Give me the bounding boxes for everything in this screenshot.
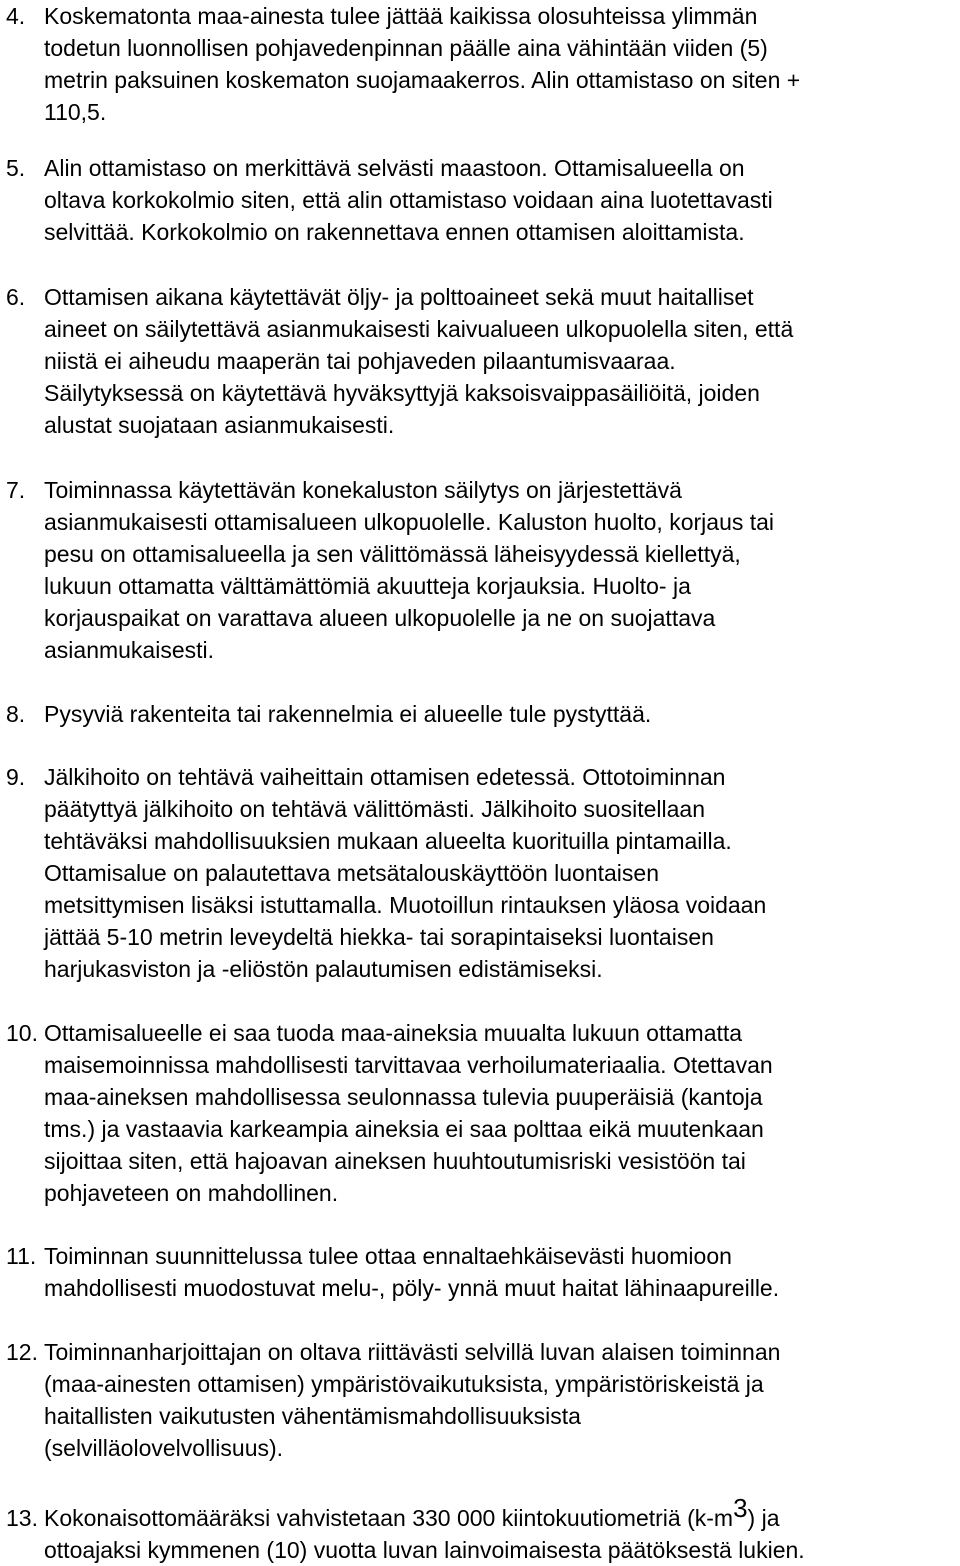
list-item-13 — [6, 1493, 956, 1566]
item-number: 10. — [6, 1020, 38, 1046]
item-text: Alin ottamistaso on merkittävä selvästi maastoon. Ottamisalueella on oltava korkokolmio siten, että alin ottamistaso voidaan aina luotettavasti selvittää. Korkokolmio on rakennettava ennen ottamisen aloittamista. — [44, 155, 773, 245]
list-item-10 — [6, 1017, 956, 1209]
list-item-9 — [6, 761, 956, 985]
item-number: 4. — [6, 3, 26, 29]
item-number: 12. — [6, 1339, 38, 1365]
item-number: 7. — [6, 477, 26, 503]
item-text-line1-end: ) ja — [747, 1505, 780, 1531]
list-item-7 — [6, 474, 956, 666]
list-item-4 — [6, 0, 956, 128]
superscript-three: 3 — [733, 1493, 748, 1523]
item-text: Jälkihoito on tehtävä vaiheittain ottamisen edetessä. Ottotoiminnan päätyttyä jälkihoito on tehtävä välittömästi. Jälkihoito suositellaan tehtäväksi mahdollisuuksien mukaan alueelta kuorituilla pintamailla. Ottamisalue on palautettava metsätalouskäyttöön luontaisen metsittymisen lisäksi istuttamalla. Muotoillun rintauksen yläosa voidaan jättää 5-10 metrin leveydeltä hiekka- tai sorapintaiseksi luontaisen harjukasviston ja -eliöstön palautumisen edistämiseksi. — [44, 764, 767, 982]
item-text — [44, 1493, 956, 1566]
item-text: Ottamisen aikana käytettävät öljy- ja polttoaineet sekä muut haitalliset aineet on säilytettävä asianmukaisesti kaivualueen ulkopuolella siten, että niistä ei aiheudu maaperän tai pohjaveden pilaantumisvaaraa. Säilytyksessä on käytettävä hyväksyttyjä kaksoisvaippasäiliöitä, joiden alustat suojataan asianmukaisesti. — [44, 284, 794, 438]
item-text: Ottamisalueelle ei saa tuoda maa-aineksia muualta lukuun ottamatta maisemoinnissa mahdollisesti tarvittavaa verhoilumateriaalia. Otettavan maa-aineksen mahdollisessa seulonnassa tulevia puuperäisiä (kantoja tms.) ja vastaavia karkeampia aineksia ei saa polttaa eikä muutenkaan sijoittaa siten, että hajoavan aineksen huuhtoutumisriski vesistöön tai pohjaveteen on mahdollinen. — [44, 1020, 773, 1206]
list-item-12 — [6, 1336, 956, 1464]
item-number: 13. — [6, 1505, 38, 1531]
item-text: Toiminnan suunnittelussa tulee ottaa ennaltaehkäisevästi huomioon mahdollisesti muodostuvat melu-, pöly- ynnä muut haitat lähinaapureille. — [44, 1243, 780, 1301]
list-item-11 — [6, 1240, 956, 1304]
list-item-5 — [6, 152, 956, 248]
item-text: Toiminnassa käytettävän konekaluston säilytys on järjestettävä asianmukaisesti ottamisalueen ulkopuolelle. Kaluston huolto, korjaus tai pesu on ottamisalueella ja sen välittömässä läheisyydessä kiellettyä, lukuun ottamatta välttämättömiä akuutteja korjauksia. Huolto- ja korjauspaikat on varattava alueen ulkopuolelle ja ne on suojattava asianmukaisesti. — [44, 477, 775, 663]
item-number: 6. — [6, 284, 26, 310]
item-text: Koskematonta maa-ainesta tulee jättää kaikissa olosuhteissa ylimmän todetun luonnollisen pohjavedenpinnan päälle aina vähintään viiden (5) metrin paksuinen koskematon suojamaakerros. Alin ottamistaso on siten + 110,5. — [44, 3, 801, 125]
item-text-line2: ottoajaksi kymmenen (10) vuotta luvan lainvoimaisesta päätöksestä lukien. — [44, 1537, 805, 1563]
item-number: 11. — [6, 1243, 37, 1269]
list-item-6 — [6, 281, 956, 441]
item-text: Toiminnanharjoittajan on oltava riittävästi selvillä luvan alaisen toiminnan (maa-ainesten ottamisen) ympäristövaikutuksista, ympäristöriskeistä ja haitallisten vaikutusten vähentämismahdollisuuksista (selvilläolovelvollisuus). — [44, 1339, 781, 1461]
item-number: 5. — [6, 155, 26, 181]
item-text-line1-start: Kokonaisottomääräksi vahvistetaan 330 000 kiintokuutiometriä (k-m — [44, 1505, 734, 1531]
item-number: 9. — [6, 764, 26, 790]
list-item-8 — [6, 698, 956, 730]
item-text: Pysyviä rakenteita tai rakennelmia ei alueelle tule pystyttää. — [44, 701, 652, 727]
item-number: 8. — [6, 701, 26, 727]
